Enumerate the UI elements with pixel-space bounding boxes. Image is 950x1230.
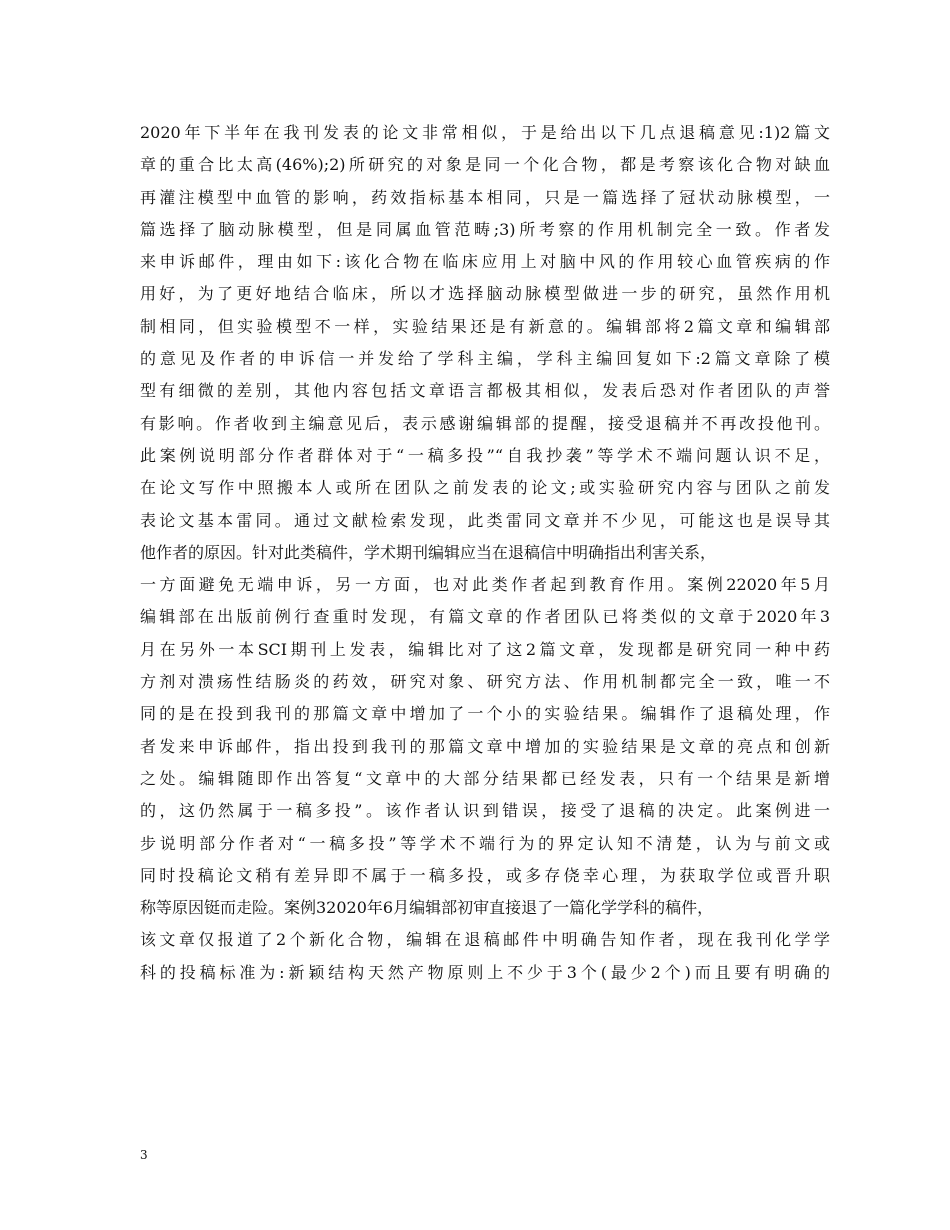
text-line: 步说明部分作者对“一稿多投”等学术不端行为的界定认知不清楚，认为与前文或: [140, 833, 830, 853]
text-line: 章的重合比太高(46%);2)所研究的对象是同一个化合物，都是考察该化合物对缺血: [140, 155, 830, 175]
text-line: 同的是在投到我刊的那篇文章中增加了一个小的实验结果。编辑作了退稿处理，作: [140, 704, 830, 724]
text-line: 表论文基本雷同。通过文献检索发现，此类雷同文章并不少见，可能这也是误导其: [140, 510, 830, 530]
body-text: [140, 117, 830, 989]
text-line: 的，这仍然属于一稿多投”。该作者认识到错误，接受了退稿的决定。此案例进一: [140, 801, 830, 821]
text-line: 该文章仅报道了2个新化合物，编辑在退稿邮件中明确告知作者，现在我刊化学学: [140, 930, 830, 950]
page-number: 3: [140, 1148, 148, 1162]
text-line: 一方面避免无端申诉，另一方面，也对此类作者起到教育作用。案例22020年5月: [140, 575, 830, 595]
text-line: 的意见及作者的申诉信一并发给了学科主编，学科主编回复如下:2篇文章除了模: [140, 349, 830, 369]
text-line: 称等原因铤而走险。案例32020年6月编辑部初审直接退了一篇化学学科的稿件，: [140, 898, 714, 918]
text-line: 月在另外一本SCI期刊上发表，编辑比对了这2篇文章，发现都是研究同一种中药: [140, 639, 830, 659]
text-line: 再灌注模型中血管的影响，药效指标基本相同，只是一篇选择了冠状动脉模型，一: [140, 187, 830, 207]
text-line: 他作者的原因。针对此类稿件，学术期刊编辑应当在退稿信中明确指出利害关系，: [140, 542, 717, 562]
text-line: 用好，为了更好地结合临床，所以才选择脑动脉模型做进一步的研究，虽然作用机: [140, 284, 830, 304]
text-line: 篇选择了脑动脉模型，但是同属血管范畴;3)所考察的作用机制完全一致。作者发: [140, 219, 830, 239]
text-line: 者发来申诉邮件，指出投到我刊的那篇文章中增加的实验结果是文章的亮点和创新: [140, 736, 830, 756]
text-line: 之处。编辑随即作出答复“文章中的大部分结果都已经发表，只有一个结果是新增: [140, 768, 830, 788]
text-line: 方剂对溃疡性结肠炎的药效，研究对象、研究方法、作用机制都完全一致，唯一不: [140, 672, 830, 692]
text-line: 制相同，但实验模型不一样，实验结果还是有新意的。编辑部将2篇文章和编辑部: [140, 316, 830, 336]
text-line: 科的投稿标准为:新颖结构天然产物原则上不少于3个(最少2个)而且要有明确的: [140, 962, 830, 982]
text-line: 有影响。作者收到主编意见后，表示感谢编辑部的提醒，接受退稿并不再改投他刊。: [140, 413, 830, 433]
text-line: 同时投稿论文稍有差异即不属于一稿多投，或多存侥幸心理，为获取学位或晋升职: [140, 865, 830, 885]
text-line: 2020年下半年在我刊发表的论文非常相似，于是给出以下几点退稿意见:1)2篇文: [140, 123, 830, 142]
text-line: 型有细微的差别，其他内容包括文章语言都极其相似，发表后恐对作者团队的声誉: [140, 381, 830, 401]
text-line: 来申诉邮件，理由如下:该化合物在临床应用上对脑中风的作用较心血管疾病的作: [140, 252, 830, 272]
text-line: 在论文写作中照搬本人或所在团队之前发表的论文;或实验研究内容与团队之前发: [140, 478, 830, 498]
text-line: 编辑部在出版前例行查重时发现，有篇文章的作者团队已将类似的文章于2020年3: [140, 607, 830, 627]
text-line: 此案例说明部分作者群体对于“一稿多投”“自我抄袭”等学术不端问题认识不足，: [140, 445, 830, 465]
